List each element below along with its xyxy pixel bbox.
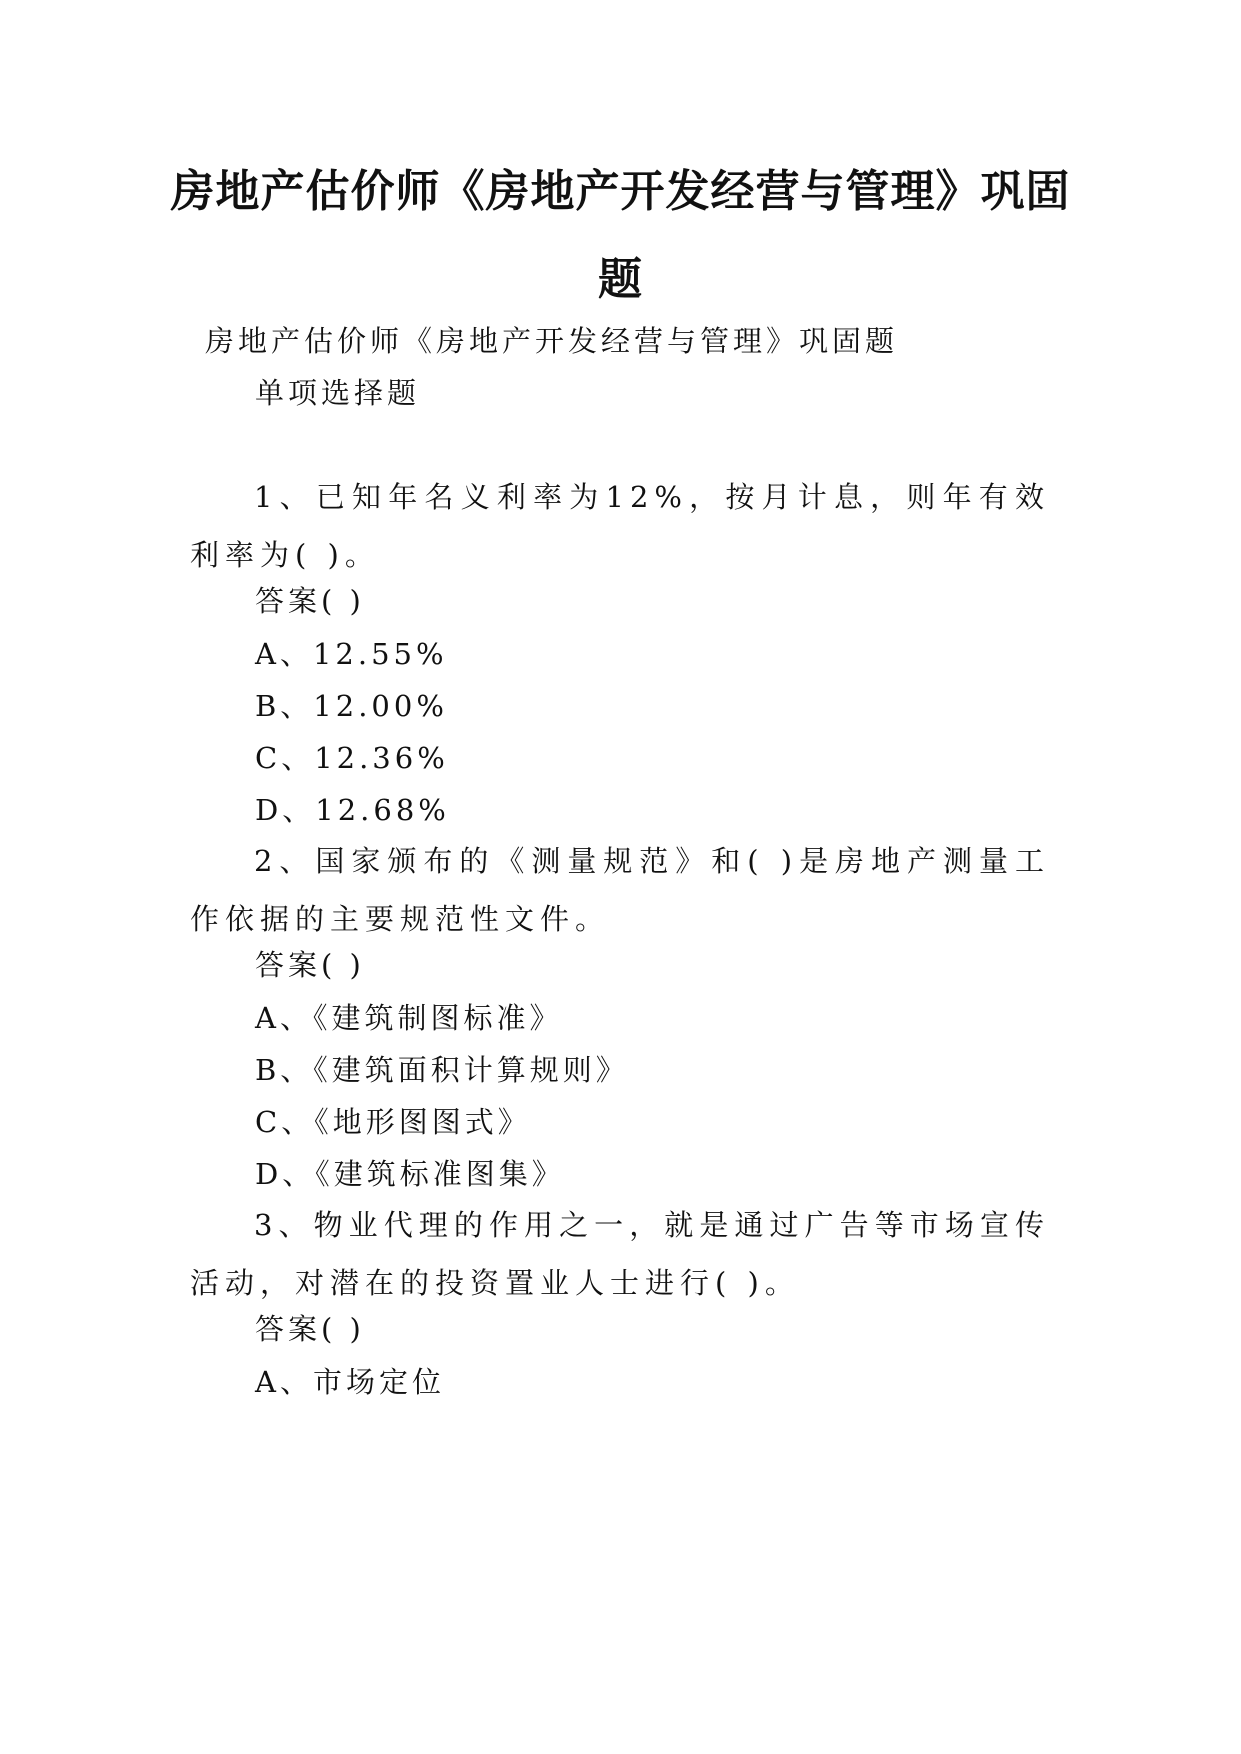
question-2-option-d: D、《建筑标准图集》 bbox=[255, 1157, 565, 1191]
question-3-answer: 答案( ) bbox=[255, 1312, 365, 1346]
question-3-stem: 3、物业代理的作用之一，就是通过广告等市场宣传活动，对潜在的投资置业人士进行( )。 bbox=[190, 1208, 1050, 1300]
question-1-option-c: C、12.36% bbox=[255, 741, 449, 775]
document-title: 房地产估价师《房地产开发经营与管理》巩固题 bbox=[170, 166, 1071, 305]
question-1-option-d: D、12.68% bbox=[255, 793, 450, 827]
question-2-answer: 答案( ) bbox=[255, 948, 365, 982]
section-heading: 单项选择题 bbox=[255, 376, 421, 410]
question-2-option-c: C、《地形图图式》 bbox=[255, 1105, 531, 1139]
question-2-stem: 2、国家颁布的《测量规范》和( )是房地产测量工作依据的主要规范性文件。 bbox=[190, 844, 1050, 936]
question-1-option-b: B、12.00% bbox=[255, 689, 448, 723]
document-subtitle: 房地产估价师《房地产开发经营与管理》巩固题 bbox=[205, 324, 899, 358]
question-1-answer: 答案( ) bbox=[255, 584, 365, 618]
question-1-option-a: A、12.55% bbox=[255, 637, 448, 671]
question-2-option-b: B、《建筑面积计算规则》 bbox=[255, 1053, 629, 1087]
question-1-stem: 1、已知年名义利率为12%，按月计息，则年有效利率为( )。 bbox=[190, 480, 1050, 572]
question-2-option-a: A、《建筑制图标准》 bbox=[255, 1001, 563, 1035]
question-3-option-a: A、市场定位 bbox=[255, 1365, 445, 1399]
